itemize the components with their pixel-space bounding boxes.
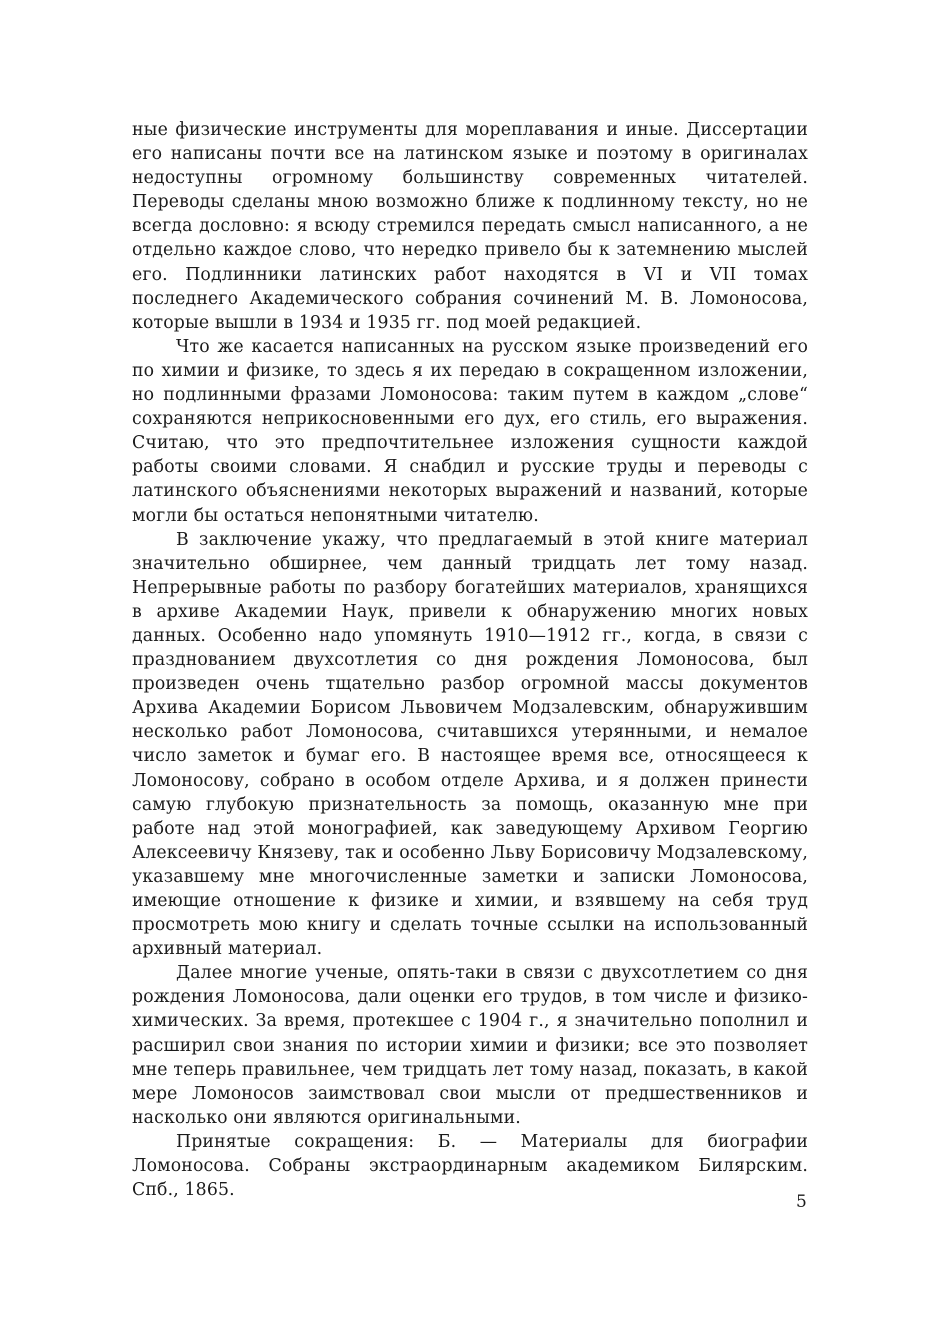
page-number: 5 xyxy=(796,1192,807,1212)
paragraph-5-abbreviations: Принятые сокращения: Б. — Материалы для биографии Ломоносова. Собраны экстраординарным академиком Билярским. Спб., 1865. xyxy=(132,1131,808,1201)
paragraph-3: В заключение укажу, что предлагаемый в этой книге материал значительно обширнее, чем данный тридцать лет тому назад. Непрерывные работы по разбору богатейших материалов, хранящихся в архиве Академии Наук, привели к обнаружению многих новых данных. Особенно надо упомянуть 1910—1912 гг., когда, в связи с празднованием двухсотлетия со дня рождения Ломоносова, был произведен очень тщательно разбор огромной массы документов Архива Академии Борисом Львовичем Модзалевским, обнаружившим несколько работ Ломоносова, считавшихся утерянными, и немалое число заметок и бумаг его. В настоящее время все, относящееся к Ломоносову, собрано в особом отделе Архива, и я должен принести самую глубокую признательность за помощь, оказанную мне при работе над этой монографией, как заведующему Архивом Георгию Алексеевичу Князеву, так и особенно Льву Борисовичу Модзалевскому, указавшему мне многочисленные заметки и записки Ломоносова, имеющие отношение к физике и химии, и взявшему на себя труд просмотреть мою книгу и сделать точные ссылки на использованный архивный материал. xyxy=(132,529,808,960)
paragraph-1: ные физические инструменты для мореплавания и иные. Диссертации его написаны почти все на латинском языке и поэтому в оригиналах недоступны огромному большинству современных читателей. Переводы сделаны мною возможно ближе к подлинному тексту, но не всегда дословно: я всюду стремился передать смысл написанного, а не отдельно каждое слово, что нередко привело бы к затемнению мыслей его. Подлинники латинских работ находятся в VI и VII томах последнего Академического собрания сочинений М. В. Ломоносова, которые вышли в 1934 и 1935 гг. под моей редакцией. xyxy=(132,120,808,333)
body-text xyxy=(132,118,808,1202)
paragraph-2: Что же касается написанных на русском языке произведений его по химии и физике, то здесь я их передаю в сокращенном изложении, но подлинными фразами Ломоносова: таким путем в каждом „слове“ сохраняются неприкосновенными его дух, его стиль, его выражения. Считаю, что это предпочтительнее изложения сущности каждой работы своими словами. Я снабдил и русские труды и переводы с латинского объяснениями некоторых выражений и названий, которые могли бы остаться непонятными читателю. xyxy=(132,336,808,526)
paragraph-4: Далее многие ученые, опять-таки в связи с двухсотлетием со дня рождения Ломоносова, дали оценки его трудов, в том числе и физико-химических. За время, протекшее с 1904 г., я значительно пополнил и расширил свои знания по истории химии и физики; все это позволяет мне теперь правильнее, чем тридцать лет тому назад, показать, в какой мере Ломоносов заимствовал свои мысли от предшественников и насколько они являются оригинальными. xyxy=(132,963,808,1128)
